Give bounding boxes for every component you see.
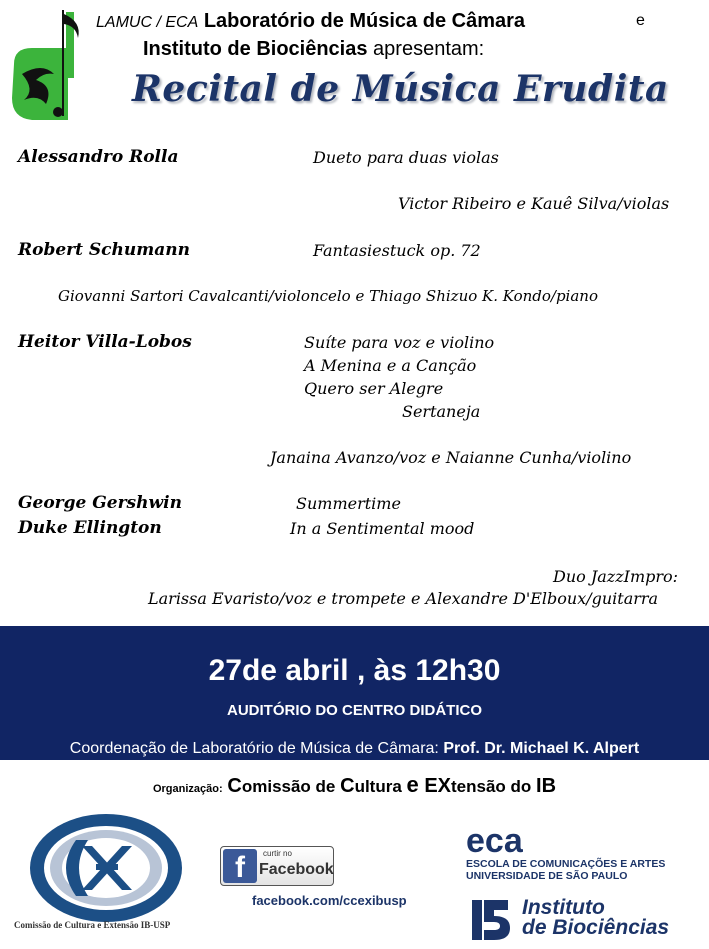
- org-part: omissão de: [241, 777, 341, 796]
- facebook-name: Facebook: [259, 861, 334, 878]
- org-part: EX: [418, 775, 452, 797]
- organization-line: [0, 772, 709, 798]
- work-villa-lobos-3: Quero ser Alegre: [304, 379, 444, 398]
- performers-rolla: Victor Ribeiro e Kauê Silva/violas: [398, 194, 670, 213]
- eca-logo-icon: [466, 826, 596, 856]
- composer-schumann: Robert Schumann: [18, 240, 190, 260]
- lamuc-logo-icon: [8, 8, 88, 120]
- header-line-1: [96, 10, 645, 33]
- work-rolla: Dueto para duas violas: [313, 148, 499, 167]
- eca-line-2: UNIVERSIDADE DE SÃO PAULO: [466, 870, 628, 882]
- event-date: 27de abril , às 12h30: [208, 654, 501, 687]
- header-line-2: [143, 38, 484, 61]
- ensemble-name: Duo JazzImpro:: [553, 567, 679, 586]
- eca-logo-text: eca: [466, 826, 523, 856]
- org-part: e: [406, 772, 419, 797]
- ib-logo-icon: [468, 898, 512, 942]
- work-ellington: In a Sentimental mood: [290, 519, 475, 538]
- institute-name: Instituto de Biociências: [143, 38, 368, 60]
- organization-label: Organização:: [152, 783, 223, 795]
- performers-villa-lobos: Janaina Avanzo/voz e Naianne Cunha/violino: [270, 448, 632, 467]
- facebook-icon: f: [223, 849, 257, 883]
- header-verb: apresentam:: [373, 38, 485, 60]
- org-part: tensão do: [451, 777, 537, 796]
- cex-caption: Comissão de Cultura e Extensão IB-USP: [14, 920, 171, 930]
- org-part: ultura: [354, 777, 407, 796]
- composer-ellington: Duke Ellington: [18, 518, 162, 538]
- ib-name-line-1: Instituto: [522, 896, 605, 919]
- org-part: C: [227, 775, 242, 797]
- work-villa-lobos-1: Suíte para voz e violino: [304, 333, 495, 352]
- composer-gershwin: George Gershwin: [18, 493, 182, 513]
- eca-line-1: ESCOLA DE COMUNICAÇÕES E ARTES: [466, 858, 666, 870]
- coordination-label: Coordenação de Laboratório de Música de Câmara:: [69, 740, 439, 757]
- work-villa-lobos-4: Sertaneja: [402, 402, 481, 421]
- coordination-line: [0, 740, 709, 758]
- org-part: C: [340, 775, 355, 797]
- work-gershwin: Summertime: [296, 494, 401, 513]
- performers-schumann: Giovanni Sartori Cavalcanti/violoncelo e Thiago Shizuo K. Kondo/piano: [58, 287, 598, 305]
- composer-rolla: Alessandro Rolla: [18, 147, 179, 167]
- work-villa-lobos-2: A Menina e a Canção: [304, 356, 477, 375]
- facebook-badge[interactable]: [220, 846, 334, 886]
- org-prefix: LAMUC / ECA: [96, 14, 199, 31]
- ib-name-line-2: de Biociências: [522, 916, 670, 939]
- composer-villa-lobos: Heitor Villa-Lobos: [18, 332, 192, 352]
- header-conjunction: e: [636, 12, 645, 29]
- work-schumann: Fantasiestuck op. 72: [313, 241, 481, 260]
- performers-jazz: Larissa Evaristo/voz e trompete e Alexandre D'Elboux/guitarra: [148, 589, 659, 608]
- lab-name: Laboratório de Música de Câmara: [203, 10, 526, 32]
- facebook-url-link[interactable]: facebook.com/ccexibusp: [252, 893, 407, 908]
- coordinator-name: Prof. Dr. Michael K. Alpert: [443, 740, 640, 757]
- facebook-like-label: curtir no: [263, 849, 292, 858]
- org-part: IB: [536, 775, 557, 797]
- page-title: Recital de Música Erudita: [132, 68, 669, 110]
- event-venue: AUDITÓRIO DO CENTRO DIDÁTICO: [227, 702, 482, 719]
- cex-logo-icon: [26, 810, 186, 928]
